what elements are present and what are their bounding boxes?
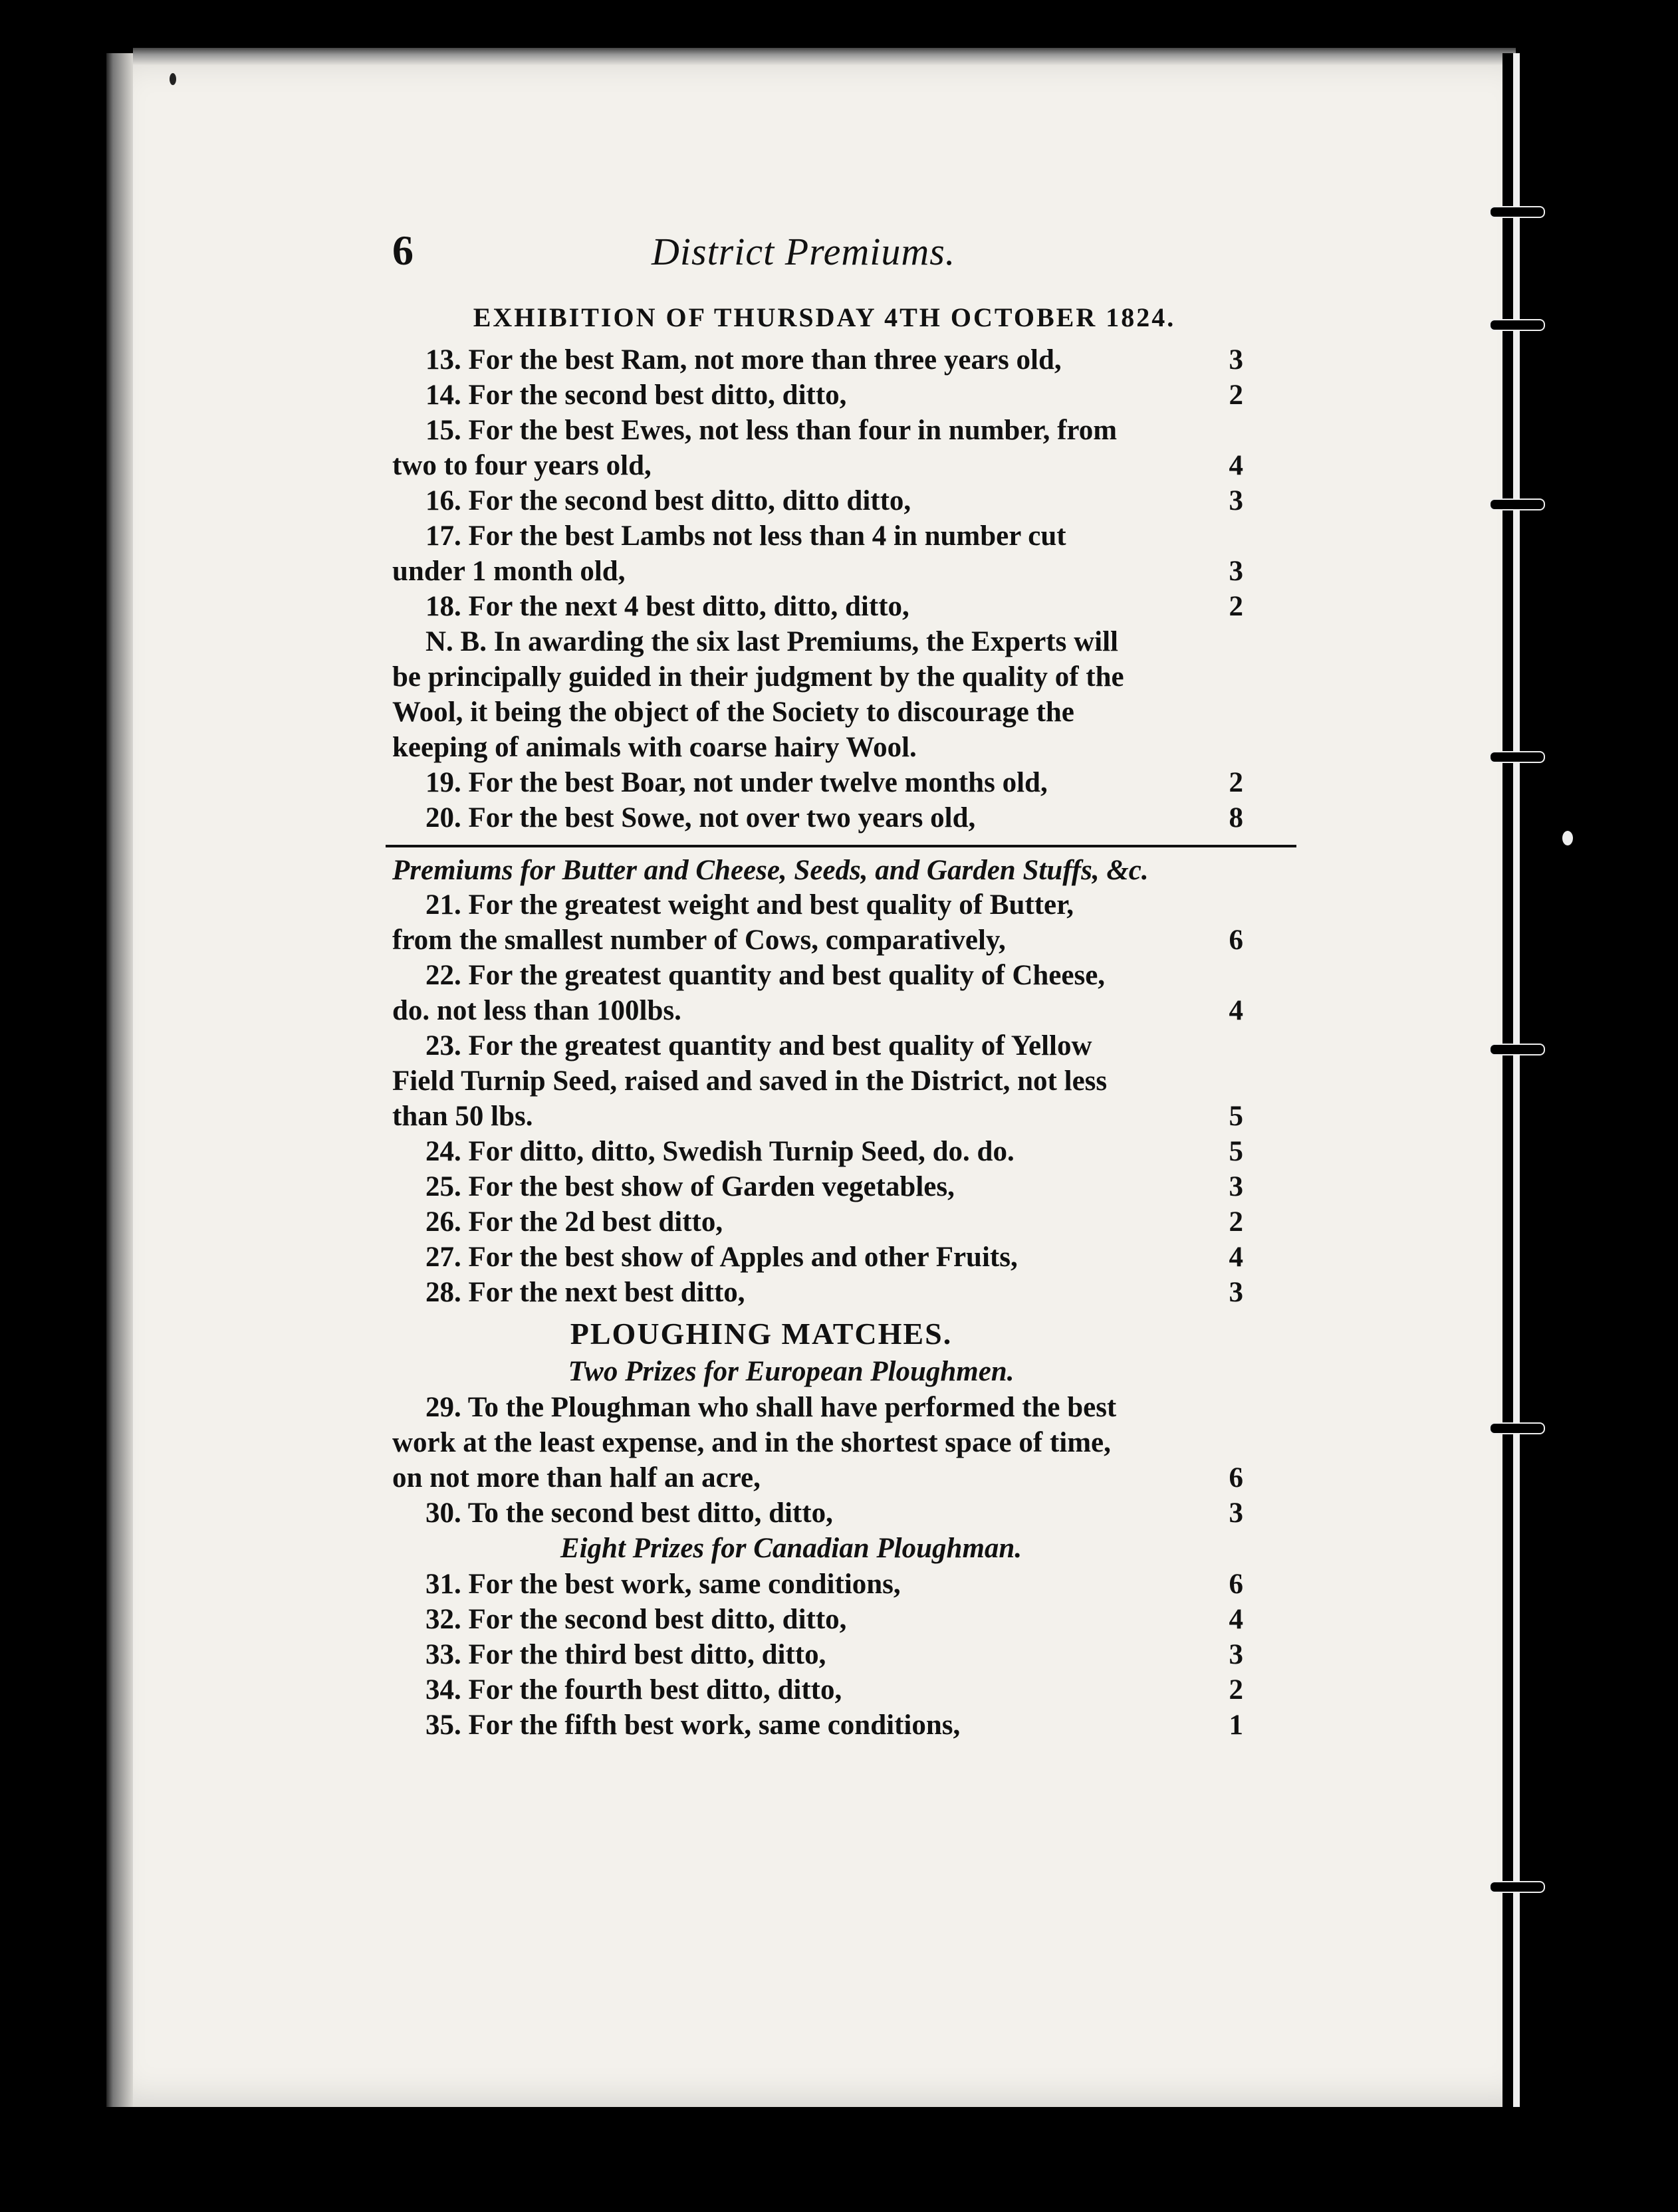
premium-description: For the greatest weight and best quality of Butter, from the smallest number of Cows, comparatively,: [392, 889, 1074, 956]
running-title: District Premiums.: [652, 230, 956, 273]
butter-list: [392, 887, 1257, 1310]
premium-number: 24.: [425, 1136, 461, 1167]
premium-description: For the second best ditto, ditto,: [468, 380, 847, 411]
premium-amount: 6: [1229, 1462, 1243, 1493]
premium-entry: [392, 1637, 1257, 1672]
premium-description: For the greatest quantity and best quality of Cheese, do. not less than 100lbs.: [392, 960, 1106, 1026]
premium-number: 23.: [425, 1030, 461, 1061]
premium-amount: 3: [1229, 1277, 1243, 1308]
premium-number: 18.: [425, 591, 461, 622]
premium-description: For the 2d best ditto,: [468, 1206, 723, 1238]
page-left-edge: [106, 53, 133, 2107]
premium-amount: 3: [1229, 485, 1243, 516]
premium-description: For the next 4 best ditto, ditto, ditto,: [468, 591, 909, 622]
premium-text: [392, 800, 1130, 835]
premium-description: For the best Sowe, not over two years old,: [468, 802, 976, 833]
premium-text: [392, 1169, 1130, 1204]
premium-amount: 2: [1229, 1674, 1243, 1706]
ink-speck: [170, 73, 176, 85]
premium-entry: [392, 483, 1257, 518]
premium-number: 22.: [425, 960, 461, 991]
premium-text: [392, 1240, 1130, 1275]
premium-amount: 3: [1229, 556, 1243, 587]
premium-number: 29.: [425, 1392, 461, 1423]
premium-text: [392, 518, 1130, 589]
premium-number: 28.: [425, 1277, 461, 1308]
premium-number: 26.: [425, 1206, 461, 1238]
premium-entry: [392, 589, 1257, 624]
premium-entry: [392, 1567, 1257, 1602]
premium-entry: [392, 413, 1257, 483]
premium-text: [392, 378, 1130, 413]
premium-description: For the best Ram, not more than three years old,: [468, 344, 1062, 376]
premium-description: For the best Lambs not less than 4 in number cut under 1 month old,: [392, 520, 1066, 587]
premium-amount: 2: [1229, 1206, 1243, 1238]
binding-stitch: [1489, 751, 1545, 763]
premium-amount: 3: [1229, 1497, 1243, 1529]
premium-amount: 6: [1229, 925, 1243, 956]
premium-amount: 4: [1229, 1604, 1243, 1635]
premium-entry: [392, 1495, 1257, 1531]
premium-text: [392, 413, 1130, 483]
premium-description: For ditto, ditto, Swedish Turnip Seed, do. do.: [468, 1136, 1015, 1167]
canadian-heading: Eight Prizes for Canadian Ploughman.: [560, 1533, 1022, 1564]
premium-amount: 3: [1229, 1171, 1243, 1202]
binding-stitch: [1489, 206, 1545, 218]
premium-text: [392, 1028, 1130, 1134]
premium-entry: [392, 887, 1257, 958]
premium-description: For the fifth best work, same conditions,: [468, 1710, 961, 1741]
premium-entry: [392, 765, 1257, 800]
premium-entry: [392, 378, 1257, 413]
premium-number: 20.: [425, 802, 461, 833]
premium-number: 31.: [425, 1569, 461, 1600]
premium-entry: [392, 1028, 1257, 1134]
premium-amount: 3: [1229, 1639, 1243, 1670]
binding-stitch: [1489, 498, 1545, 510]
premium-number: 25.: [425, 1171, 461, 1202]
premium-description: To the Ploughman who shall have performed the best work at the least expense, and in the shortest space of time, on not more than half an acre,: [392, 1392, 1117, 1493]
premium-text: [392, 1602, 1130, 1637]
premium-number: 27.: [425, 1242, 461, 1273]
premium-description: For the third best ditto, ditto,: [468, 1639, 826, 1670]
premium-text: [392, 1390, 1130, 1495]
premium-description: For the best Boar, not under twelve months old,: [468, 767, 1048, 798]
premium-number: 16.: [425, 485, 461, 516]
premium-entry: [392, 800, 1257, 835]
premium-number: 35.: [425, 1710, 461, 1741]
page-content: [392, 226, 1257, 1743]
premium-amount: 8: [1229, 802, 1243, 833]
premium-text: [392, 765, 1130, 800]
european-heading: Two Prizes for European Ploughmen.: [568, 1356, 1015, 1387]
premium-entry: [392, 1134, 1257, 1169]
premium-text: [392, 1672, 1130, 1708]
premium-description: For the greatest quantity and best quality of Yellow Field Turnip Seed, raised and saved in the District, not less than 50 lbs.: [392, 1030, 1108, 1132]
binding-stitch: [1489, 1422, 1545, 1434]
premium-entry: [392, 958, 1257, 1028]
premium-number: 17.: [425, 520, 461, 552]
canadian-list: [392, 1567, 1257, 1743]
exhibition-heading: EXHIBITION OF THURSDAY 4TH OCTOBER 1824.: [473, 302, 1176, 332]
binding-stitch: [1489, 1881, 1545, 1893]
premium-number: 21.: [425, 889, 461, 921]
premium-text: [392, 1275, 1130, 1310]
premium-text: [392, 958, 1130, 1028]
premium-amount: 5: [1229, 1101, 1243, 1132]
premium-entry: [392, 1240, 1257, 1275]
premium-entry: [392, 1390, 1257, 1495]
premium-text: [392, 342, 1130, 378]
nb-note: N. B. In awarding the six last Premiums, the Experts will be principally guided in their judgment by the quality of the Wool, it being the object of the Society to discourage the keeping of animals with coarse hairy Wool.: [392, 626, 1124, 763]
premium-entry: [392, 518, 1257, 589]
page-number: 6: [392, 227, 414, 274]
premium-number: 19.: [425, 767, 461, 798]
premium-number: 14.: [425, 380, 461, 411]
premium-number: 15.: [425, 415, 461, 446]
premium-description: For the second best ditto, ditto ditto,: [468, 485, 911, 516]
premium-text: [392, 1204, 1130, 1240]
ink-speck: [1562, 831, 1573, 845]
binding-strip: [1502, 53, 1678, 2107]
exhibition-list-2: [392, 765, 1257, 835]
premium-amount: 4: [1229, 1242, 1243, 1273]
premium-amount: 4: [1229, 450, 1243, 481]
premium-number: 13.: [425, 344, 461, 376]
binding-line: [1513, 53, 1520, 2107]
premium-text: [392, 1495, 1130, 1531]
premium-text: [392, 887, 1130, 958]
european-list: [392, 1390, 1257, 1531]
premium-description: For the best Ewes, not less than four in number, from two to four years old,: [392, 415, 1118, 481]
premium-description: For the next best ditto,: [468, 1277, 745, 1308]
exhibition-list: [392, 342, 1257, 624]
running-header: [392, 226, 1257, 275]
premium-text: [392, 483, 1130, 518]
premium-amount: 2: [1229, 380, 1243, 411]
butter-heading: Premiums for Butter and Cheese, Seeds, and Garden Stuffs, &c.: [392, 855, 1149, 886]
premium-entry: [392, 1602, 1257, 1637]
premium-text: [392, 1708, 1130, 1743]
premium-entry: [392, 342, 1257, 378]
premium-description: For the best show of Apples and other Fruits,: [468, 1242, 1018, 1273]
page-top-edge: [133, 48, 1516, 65]
premium-number: 32.: [425, 1604, 461, 1635]
premium-text: [392, 1637, 1130, 1672]
premium-text: [392, 589, 1130, 624]
premium-entry: [392, 1169, 1257, 1204]
premium-amount: 6: [1229, 1569, 1243, 1600]
premium-amount: 2: [1229, 591, 1243, 622]
premium-amount: 4: [1229, 995, 1243, 1026]
premium-number: 30.: [425, 1497, 461, 1529]
premium-description: For the best show of Garden vegetables,: [468, 1171, 955, 1202]
premium-amount: 1: [1229, 1710, 1243, 1741]
ploughing-heading: PLOUGHING MATCHES.: [570, 1317, 953, 1351]
premium-entry: [392, 1204, 1257, 1240]
premium-number: 34.: [425, 1674, 461, 1706]
premium-amount: 3: [1229, 344, 1243, 376]
premium-description: For the fourth best ditto, ditto,: [468, 1674, 842, 1706]
premium-description: To the second best ditto, ditto,: [467, 1497, 833, 1529]
binding-stitch: [1489, 1044, 1545, 1055]
premium-entry: [392, 1275, 1257, 1310]
premium-description: For the second best ditto, ditto,: [468, 1604, 847, 1635]
premium-amount: 2: [1229, 767, 1243, 798]
premium-description: For the best work, same conditions,: [468, 1569, 901, 1600]
binding-stitch: [1489, 319, 1545, 331]
section-rule: [386, 845, 1296, 847]
premium-number: 33.: [425, 1639, 461, 1670]
premium-entry: [392, 1672, 1257, 1708]
premium-amount: 5: [1229, 1136, 1243, 1167]
premium-entry: [392, 1708, 1257, 1743]
premium-text: [392, 1567, 1130, 1602]
premium-text: [392, 1134, 1130, 1169]
